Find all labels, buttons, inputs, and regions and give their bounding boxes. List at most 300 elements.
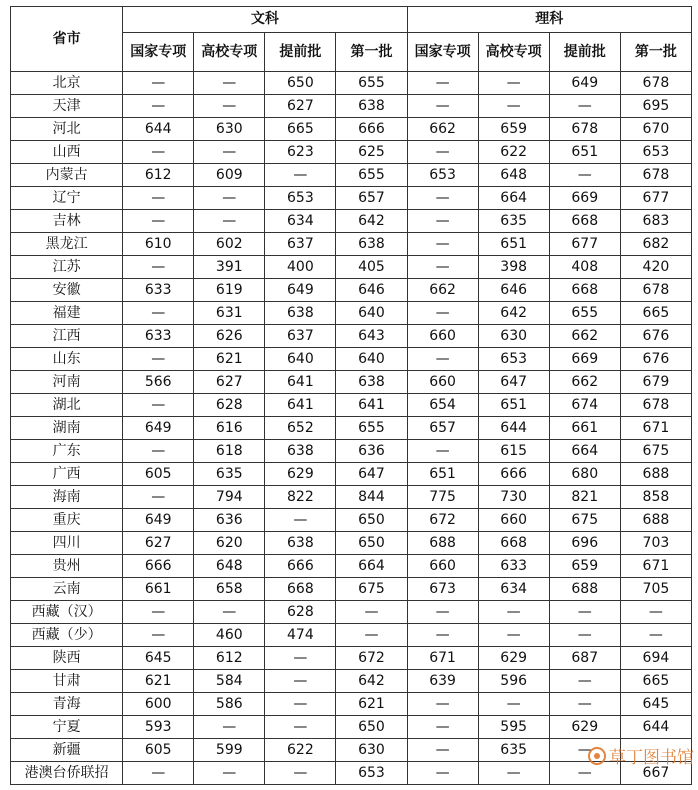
score-cell: 651 (407, 463, 478, 486)
score-cell: 668 (478, 532, 549, 555)
province-cell: 湖北 (11, 394, 123, 417)
score-cell: — (265, 762, 336, 785)
score-cell: — (123, 762, 194, 785)
score-cell: 682 (620, 233, 691, 256)
table-row (11, 279, 692, 302)
score-cell: 672 (407, 509, 478, 532)
score-cell: 661 (549, 417, 620, 440)
score-cell: 676 (620, 325, 691, 348)
score-cell: 637 (265, 233, 336, 256)
table-row (11, 716, 692, 739)
score-cell: 615 (478, 440, 549, 463)
group-header-like: 理科 (407, 7, 691, 33)
score-cell: 653 (620, 141, 691, 164)
score-cell: 688 (407, 532, 478, 555)
score-cell: — (478, 601, 549, 624)
score-cell: 678 (620, 164, 691, 187)
table-row (11, 95, 692, 118)
score-cell: 625 (336, 141, 407, 164)
score-cell: 658 (194, 578, 265, 601)
score-cell: — (123, 187, 194, 210)
score-cell: 420 (620, 256, 691, 279)
score-cell: — (407, 302, 478, 325)
score-cell: 642 (336, 210, 407, 233)
score-cell: 635 (478, 739, 549, 762)
table-row (11, 739, 692, 762)
score-cell: 668 (265, 578, 336, 601)
province-cell: 河北 (11, 118, 123, 141)
score-cell: 662 (407, 118, 478, 141)
province-cell: 天津 (11, 95, 123, 118)
table-row (11, 647, 692, 670)
score-cell: — (123, 72, 194, 95)
score-cell: 649 (549, 72, 620, 95)
score-cell: — (123, 348, 194, 371)
table-row (11, 670, 692, 693)
score-cell: — (194, 601, 265, 624)
score-cell: 623 (265, 141, 336, 164)
column-header: 第一批 (620, 33, 691, 72)
score-cell: — (407, 601, 478, 624)
score-cell: — (549, 762, 620, 785)
province-cell: 广东 (11, 440, 123, 463)
score-cell: 660 (407, 555, 478, 578)
score-cell: — (407, 624, 478, 647)
score-cell: 667 (620, 762, 691, 785)
score-cell: — (123, 601, 194, 624)
score-cell: — (194, 141, 265, 164)
province-cell: 吉林 (11, 210, 123, 233)
score-cell: 642 (336, 670, 407, 693)
score-cell: — (194, 210, 265, 233)
score-cell: — (407, 440, 478, 463)
score-cell: 651 (478, 233, 549, 256)
score-cell: — (478, 95, 549, 118)
province-cell: 云南 (11, 578, 123, 601)
province-cell: 西藏（少） (11, 624, 123, 647)
score-cell: 474 (265, 624, 336, 647)
score-cell: 586 (194, 693, 265, 716)
score-cell: 678 (620, 394, 691, 417)
score-cell: 655 (336, 417, 407, 440)
score-cell: 688 (620, 463, 691, 486)
score-cell: 644 (123, 118, 194, 141)
score-cell: 646 (336, 279, 407, 302)
score-cell: — (549, 601, 620, 624)
province-cell: 广西 (11, 463, 123, 486)
score-cell: 688 (549, 578, 620, 601)
score-cell: — (407, 693, 478, 716)
province-cell: 港澳台侨联招 (11, 762, 123, 785)
score-cell: 650 (265, 72, 336, 95)
score-cell: 775 (407, 486, 478, 509)
province-cell: 江西 (11, 325, 123, 348)
score-cell: 650 (336, 532, 407, 555)
score-cell: 696 (549, 532, 620, 555)
score-cell: 636 (194, 509, 265, 532)
score-cell: — (123, 302, 194, 325)
score-cell: — (478, 624, 549, 647)
table-row (11, 256, 692, 279)
table-row (11, 394, 692, 417)
score-cell: 664 (478, 187, 549, 210)
score-cell: 673 (407, 578, 478, 601)
score-cell: — (123, 141, 194, 164)
score-table (10, 6, 692, 785)
score-cell: 650 (336, 509, 407, 532)
province-cell: 甘肃 (11, 670, 123, 693)
province-cell: 陕西 (11, 647, 123, 670)
score-cell: 678 (620, 279, 691, 302)
score-cell: 671 (620, 417, 691, 440)
score-cell: 621 (194, 348, 265, 371)
score-cell: 619 (194, 279, 265, 302)
score-cell: — (407, 72, 478, 95)
score-cell: — (336, 601, 407, 624)
table-row (11, 187, 692, 210)
score-cell: 678 (620, 72, 691, 95)
province-cell: 河南 (11, 371, 123, 394)
score-cell: 633 (123, 325, 194, 348)
score-cell: 602 (194, 233, 265, 256)
province-cell: 安徽 (11, 279, 123, 302)
score-cell: 653 (265, 187, 336, 210)
table-row (11, 141, 692, 164)
province-cell: 四川 (11, 532, 123, 555)
score-cell: 610 (123, 233, 194, 256)
score-cell: — (336, 624, 407, 647)
score-cell: 668 (549, 210, 620, 233)
score-cell: 637 (265, 325, 336, 348)
table-row (11, 210, 692, 233)
score-cell: 703 (620, 532, 691, 555)
score-cell: 639 (407, 670, 478, 693)
score-cell: 675 (336, 578, 407, 601)
province-cell: 重庆 (11, 509, 123, 532)
score-cell: 705 (620, 578, 691, 601)
table-row (11, 486, 692, 509)
score-cell: 645 (123, 647, 194, 670)
score-cell: 650 (336, 716, 407, 739)
score-cell: 638 (336, 95, 407, 118)
score-cell: 627 (265, 95, 336, 118)
score-cell: — (478, 72, 549, 95)
score-cell: 600 (123, 693, 194, 716)
score-cell: 628 (265, 601, 336, 624)
score-cell: 609 (194, 164, 265, 187)
score-cell: 679 (620, 371, 691, 394)
province-cell: 福建 (11, 302, 123, 325)
score-cell: 844 (336, 486, 407, 509)
score-cell: 641 (336, 394, 407, 417)
table-row (11, 509, 692, 532)
column-header: 国家专项 (123, 33, 194, 72)
score-cell: 629 (478, 647, 549, 670)
table-row (11, 578, 692, 601)
table-row (11, 72, 692, 95)
table-row (11, 762, 692, 785)
province-cell: 湖南 (11, 417, 123, 440)
score-cell: 670 (620, 118, 691, 141)
score-cell: 628 (194, 394, 265, 417)
score-cell: — (407, 348, 478, 371)
score-cell: 648 (194, 555, 265, 578)
score-cell: 634 (265, 210, 336, 233)
score-cell: 391 (194, 256, 265, 279)
score-cell: 630 (336, 739, 407, 762)
score-cell: 595 (478, 716, 549, 739)
score-cell: — (123, 210, 194, 233)
score-cell: — (407, 762, 478, 785)
score-cell: — (123, 486, 194, 509)
score-cell: 657 (336, 187, 407, 210)
table-row (11, 601, 692, 624)
score-cell: 652 (265, 417, 336, 440)
province-cell: 黑龙江 (11, 233, 123, 256)
province-cell: 内蒙古 (11, 164, 123, 187)
table-row (11, 463, 692, 486)
score-cell: 677 (549, 233, 620, 256)
score-cell: 640 (336, 302, 407, 325)
score-cell: 460 (194, 624, 265, 647)
score-cell: — (407, 233, 478, 256)
score-cell: 665 (620, 670, 691, 693)
column-header: 提前批 (265, 33, 336, 72)
score-cell: — (407, 141, 478, 164)
score-cell: 651 (549, 141, 620, 164)
score-cell: — (620, 624, 691, 647)
score-cell: 596 (478, 670, 549, 693)
score-cell: 669 (549, 348, 620, 371)
score-cell: 643 (336, 325, 407, 348)
score-cell: 659 (478, 118, 549, 141)
table-row (11, 302, 692, 325)
score-cell (620, 739, 691, 762)
table-row (11, 325, 692, 348)
score-cell: 672 (336, 647, 407, 670)
table-body (11, 72, 692, 785)
score-cell: 649 (123, 509, 194, 532)
score-cell: — (478, 693, 549, 716)
score-cell: — (407, 210, 478, 233)
score-cell: 671 (620, 555, 691, 578)
score-cell: 653 (336, 762, 407, 785)
score-cell: 821 (549, 486, 620, 509)
score-cell: — (194, 762, 265, 785)
score-cell: — (265, 509, 336, 532)
table-row (11, 624, 692, 647)
score-cell: 666 (265, 555, 336, 578)
province-cell: 宁夏 (11, 716, 123, 739)
score-cell: 680 (549, 463, 620, 486)
score-cell: 651 (478, 394, 549, 417)
score-cell: 638 (336, 371, 407, 394)
score-cell: 622 (478, 141, 549, 164)
table-row (11, 233, 692, 256)
table-row (11, 371, 692, 394)
score-cell: 666 (123, 555, 194, 578)
province-cell: 山东 (11, 348, 123, 371)
score-cell: — (123, 624, 194, 647)
score-cell: 626 (194, 325, 265, 348)
score-cell: 675 (620, 440, 691, 463)
score-cell: 660 (478, 509, 549, 532)
province-cell: 贵州 (11, 555, 123, 578)
score-cell: 635 (478, 210, 549, 233)
score-cell: — (407, 739, 478, 762)
score-cell: 662 (549, 371, 620, 394)
column-header: 国家专项 (407, 33, 478, 72)
score-cell: 822 (265, 486, 336, 509)
column-header: 第一批 (336, 33, 407, 72)
province-cell: 海南 (11, 486, 123, 509)
score-cell: — (265, 693, 336, 716)
score-cell: — (194, 72, 265, 95)
score-cell: — (407, 716, 478, 739)
score-cell: 668 (549, 279, 620, 302)
province-header: 省市 (11, 7, 123, 72)
province-cell: 北京 (11, 72, 123, 95)
table-row (11, 440, 692, 463)
score-cell: 649 (265, 279, 336, 302)
table-row (11, 693, 692, 716)
score-cell: 398 (478, 256, 549, 279)
table-row (11, 532, 692, 555)
score-cell: 666 (336, 118, 407, 141)
score-cell: 612 (123, 164, 194, 187)
score-cell: — (478, 762, 549, 785)
table-header (11, 7, 692, 72)
score-cell: 633 (123, 279, 194, 302)
column-header: 高校专项 (194, 33, 265, 72)
province-cell: 江苏 (11, 256, 123, 279)
score-cell: 858 (620, 486, 691, 509)
column-header: 高校专项 (478, 33, 549, 72)
score-cell: 647 (336, 463, 407, 486)
score-cell: 655 (336, 164, 407, 187)
score-cell: — (549, 693, 620, 716)
table-row (11, 164, 692, 187)
score-cell: 659 (549, 555, 620, 578)
score-cell: 654 (407, 394, 478, 417)
score-cell: 648 (478, 164, 549, 187)
group-header-wenke: 文科 (123, 7, 407, 33)
score-cell: 655 (336, 72, 407, 95)
score-cell: 633 (478, 555, 549, 578)
score-cell: 641 (265, 394, 336, 417)
score-cell: 666 (478, 463, 549, 486)
score-cell: 638 (336, 233, 407, 256)
score-cell: — (549, 670, 620, 693)
score-cell: 660 (407, 371, 478, 394)
score-cell: 645 (620, 693, 691, 716)
table-row (11, 417, 692, 440)
score-cell: — (194, 95, 265, 118)
score-cell: 662 (549, 325, 620, 348)
score-cell: 621 (123, 670, 194, 693)
score-cell: 671 (407, 647, 478, 670)
score-cell: 605 (123, 739, 194, 762)
score-cell: 688 (620, 509, 691, 532)
score-cell: 730 (478, 486, 549, 509)
score-cell: — (549, 95, 620, 118)
score-cell: — (549, 624, 620, 647)
table-row (11, 555, 692, 578)
score-cell: 646 (478, 279, 549, 302)
score-cell: 664 (549, 440, 620, 463)
score-cell: 627 (123, 532, 194, 555)
score-cell: 794 (194, 486, 265, 509)
score-cell: 661 (123, 578, 194, 601)
score-cell: 629 (265, 463, 336, 486)
score-cell: 653 (407, 164, 478, 187)
score-cell: — (407, 95, 478, 118)
score-cell: 584 (194, 670, 265, 693)
score-cell: 644 (478, 417, 549, 440)
score-cell: 683 (620, 210, 691, 233)
province-cell: 新疆 (11, 739, 123, 762)
score-cell: 635 (194, 463, 265, 486)
score-cell: 653 (478, 348, 549, 371)
score-cell: 630 (194, 118, 265, 141)
score-cell: — (194, 187, 265, 210)
score-cell: — (407, 256, 478, 279)
score-cell: 631 (194, 302, 265, 325)
score-cell: — (194, 716, 265, 739)
score-cell: 616 (194, 417, 265, 440)
score-cell: 605 (123, 463, 194, 486)
score-cell: 641 (265, 371, 336, 394)
score-cell: 665 (265, 118, 336, 141)
score-cell: 622 (265, 739, 336, 762)
column-header: 提前批 (549, 33, 620, 72)
score-cell: 649 (123, 417, 194, 440)
score-cell: 566 (123, 371, 194, 394)
score-cell: 678 (549, 118, 620, 141)
province-cell: 西藏（汉） (11, 601, 123, 624)
score-cell: 677 (620, 187, 691, 210)
score-cell: 612 (194, 647, 265, 670)
score-cell: 675 (549, 509, 620, 532)
province-cell: 青海 (11, 693, 123, 716)
score-cell: 662 (407, 279, 478, 302)
score-cell: 620 (194, 532, 265, 555)
score-cell: — (123, 95, 194, 118)
score-cell: — (549, 164, 620, 187)
score-cell: 599 (194, 739, 265, 762)
score-cell: 665 (620, 302, 691, 325)
score-cell: 664 (336, 555, 407, 578)
score-cell: — (549, 739, 620, 762)
score-cell: 405 (336, 256, 407, 279)
score-cell: — (407, 187, 478, 210)
score-cell: 400 (265, 256, 336, 279)
score-cell: 638 (265, 532, 336, 555)
score-cell: 660 (407, 325, 478, 348)
score-cell: — (123, 256, 194, 279)
score-cell: 657 (407, 417, 478, 440)
score-cell: 687 (549, 647, 620, 670)
score-cell: 627 (194, 371, 265, 394)
score-cell: 408 (549, 256, 620, 279)
score-cell: — (265, 647, 336, 670)
watermark-text: 草丁图书馆 (609, 748, 694, 768)
score-cell: 618 (194, 440, 265, 463)
score-cell: 674 (549, 394, 620, 417)
score-cell: 640 (336, 348, 407, 371)
score-cell: 621 (336, 693, 407, 716)
score-cell: 638 (265, 302, 336, 325)
